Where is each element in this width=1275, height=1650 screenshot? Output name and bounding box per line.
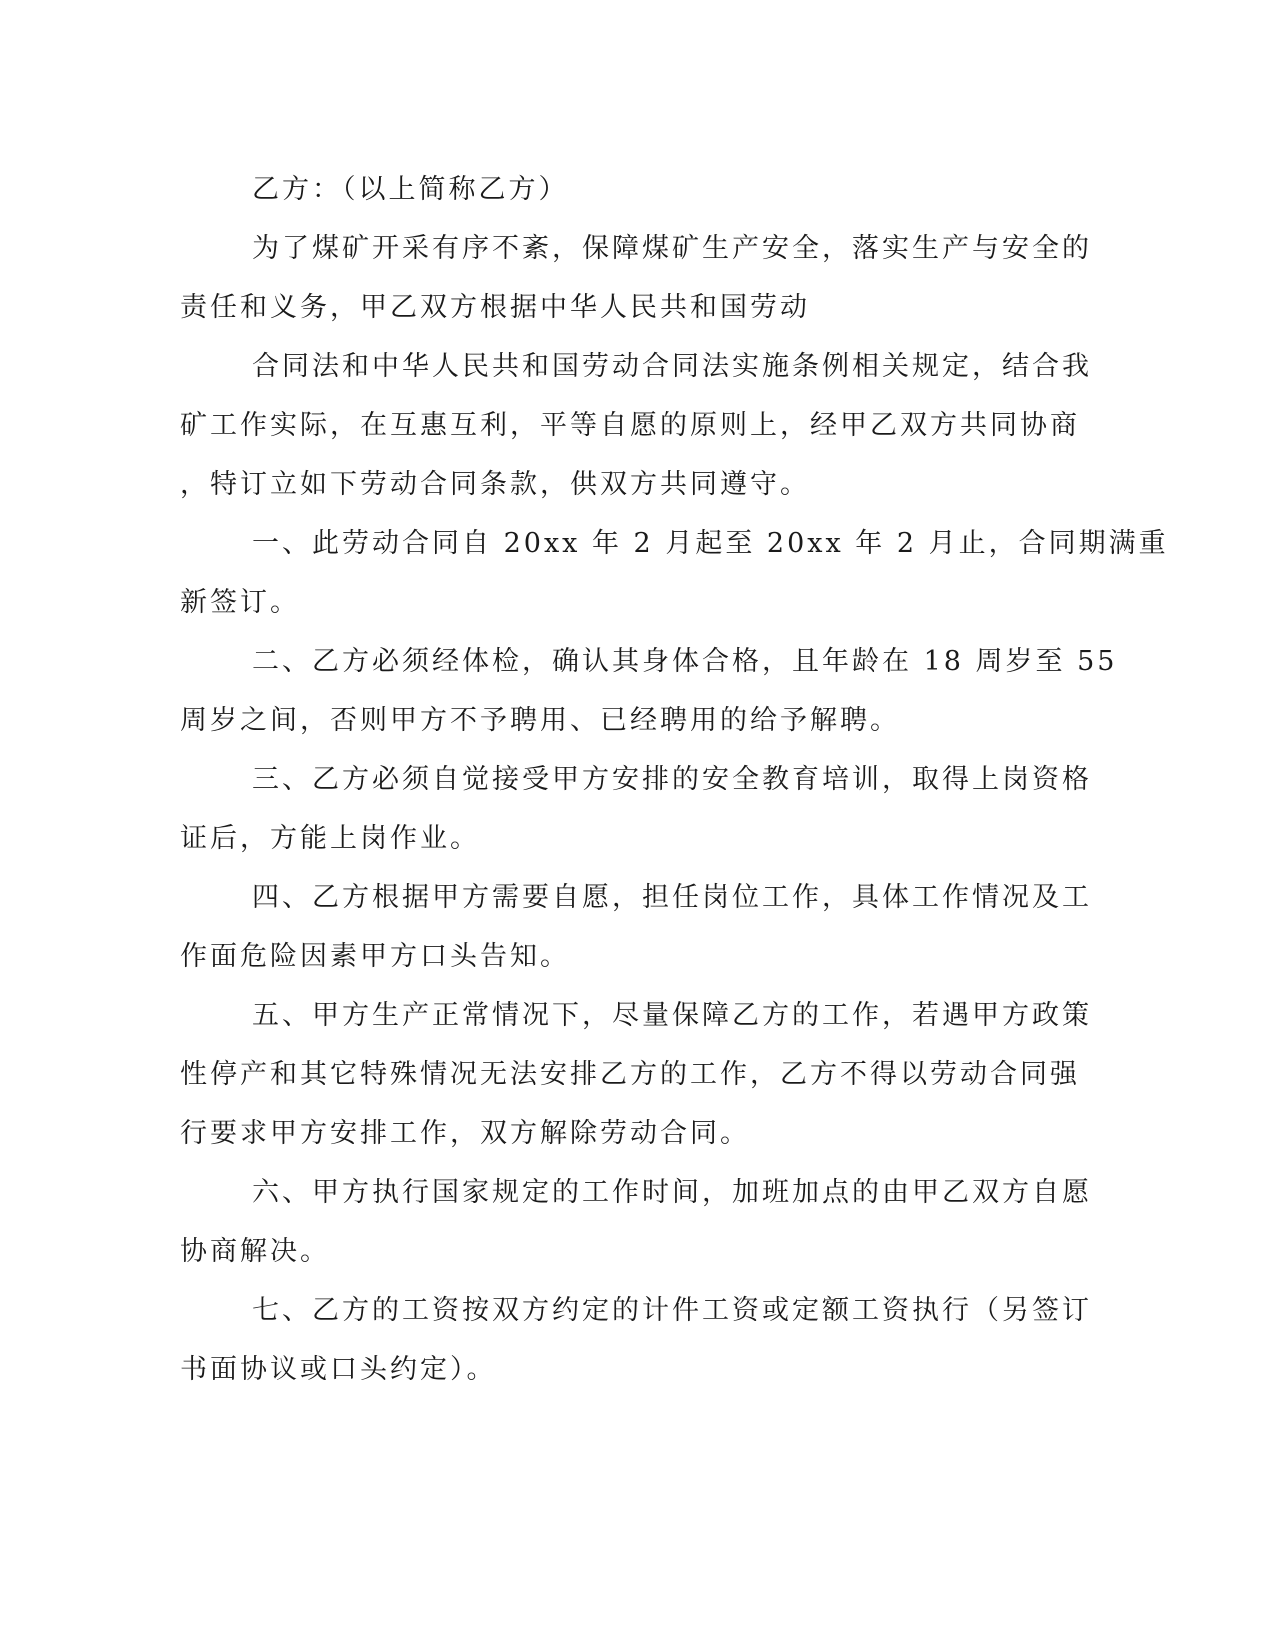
text-line: 作面危险因素甲方口头告知。	[180, 941, 570, 972]
text-line: 六、甲方执行国家规定的工作时间，加班加点的由甲乙双方自愿	[252, 1177, 1092, 1208]
text-line: 为了煤矿开采有序不紊，保障煤矿生产安全，落实生产与安全的	[252, 233, 1092, 264]
text-line: 一、此劳动合同自 20xx 年 2 月起至 20xx 年 2 月止，合同期满重	[252, 528, 1169, 559]
text-line: 新签订。	[180, 587, 300, 618]
text-line: 责任和义务，甲乙双方根据中华人民共和国劳动	[180, 292, 810, 323]
text-line: 性停产和其它特殊情况无法安排乙方的工作，乙方不得以劳动合同强	[180, 1059, 1080, 1090]
text-line: 协商解决。	[180, 1236, 330, 1267]
text-line: 证后，方能上岗作业。	[180, 823, 480, 854]
text-line: 合同法和中华人民共和国劳动合同法实施条例相关规定，结合我	[252, 351, 1092, 382]
text-line: 行要求甲方安排工作，双方解除劳动合同。	[180, 1118, 750, 1149]
text-line: ，特订立如下劳动合同条款，供双方共同遵守。	[180, 469, 810, 500]
text-line: 七、乙方的工资按双方约定的计件工资或定额工资执行（另签订	[252, 1295, 1092, 1326]
text-line: 周岁之间，否则甲方不予聘用、已经聘用的给予解聘。	[180, 705, 900, 736]
text-line: 矿工作实际，在互惠互利，平等自愿的原则上，经甲乙双方共同协商	[180, 410, 1080, 441]
text-line: 五、甲方生产正常情况下，尽量保障乙方的工作，若遇甲方政策	[252, 1000, 1092, 1031]
text-line: 二、乙方必须经体检，确认其身体合格，且年龄在 18 周岁至 55	[252, 646, 1118, 677]
contract-text	[180, 160, 1169, 1399]
text-line: 三、乙方必须自觉接受甲方安排的安全教育培训，取得上岗资格	[252, 764, 1092, 795]
text-line: 四、乙方根据甲方需要自愿，担任岗位工作，具体工作情况及工	[252, 882, 1092, 913]
text-line: 乙方：（以上简称乙方）	[252, 174, 569, 205]
text-line: 书面协议或口头约定）。	[180, 1354, 497, 1385]
